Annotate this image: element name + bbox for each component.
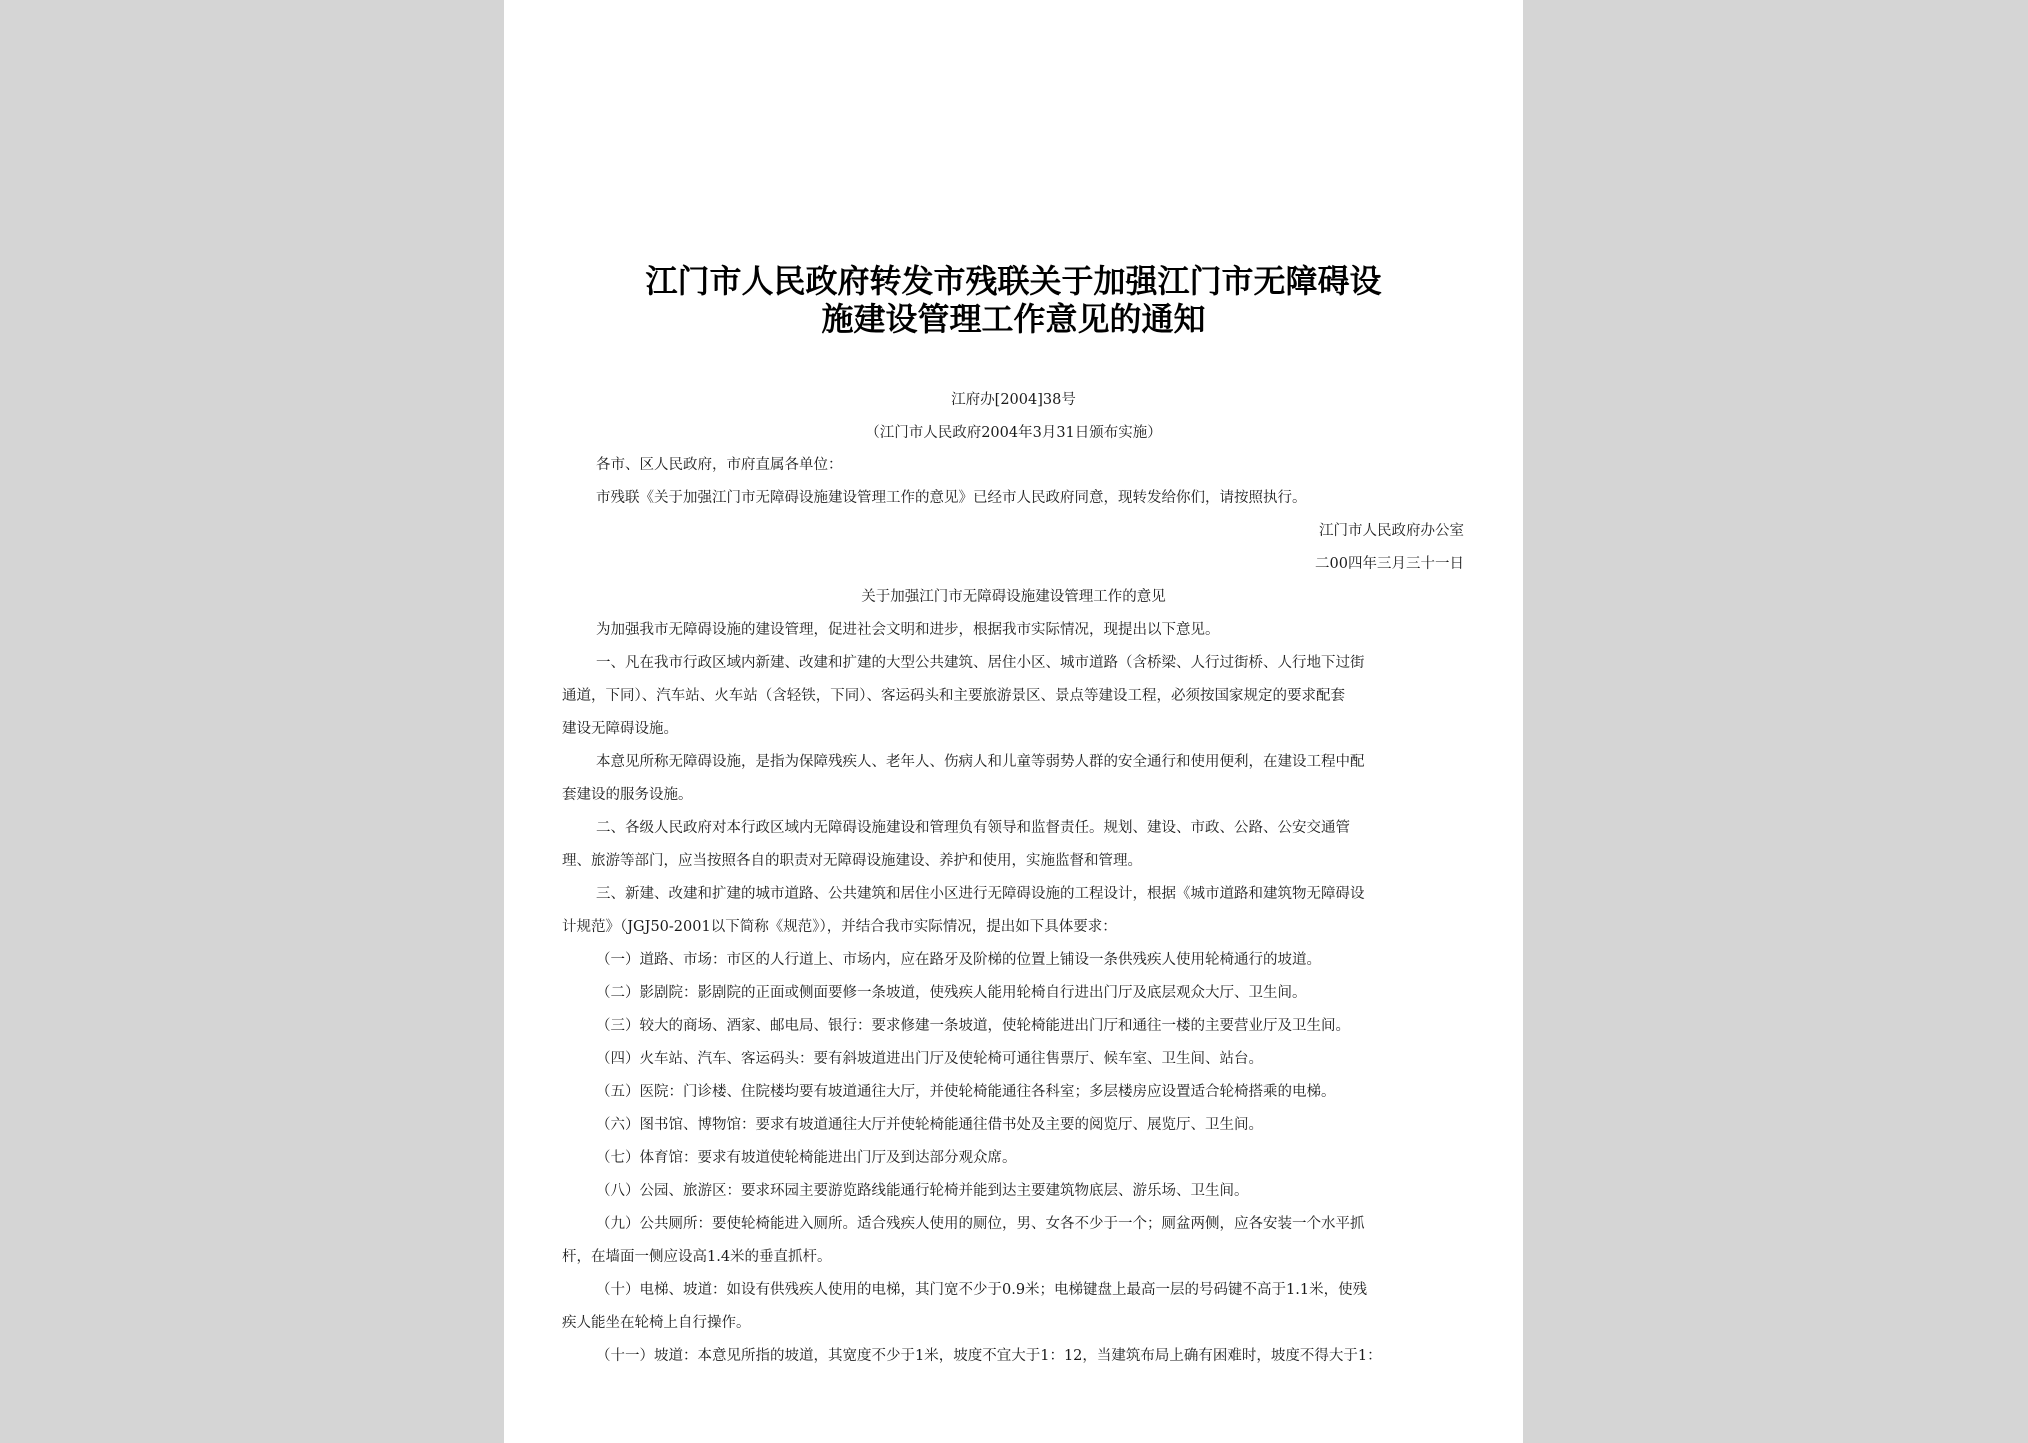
paragraph-line: （二）影剧院：影剧院的正面或侧面要修一条坡道，使残疾人能用轮椅自行进出门厅及底层观众大厅、卫生间。: [596, 985, 1307, 1001]
document-page: [504, 0, 1523, 1443]
paragraph-line: 计规范》（JGJ50-2001以下简称《规范》），并结合我市实际情况，提出如下具体要求：: [562, 919, 1117, 935]
section-title: 关于加强江门市无障碍设施建设管理工作的意见: [861, 589, 1166, 605]
paragraph-line: 理、旅游等部门，应当按照各自的职责对无障碍设施建设、养护和使用，实施监督和管理。: [562, 853, 1142, 869]
paragraph-line: 通道，下同）、汽车站、火车站（含轻铁，下同）、客运码头和主要旅游景区、景点等建设工程，必须按国家规定的要求配套: [562, 688, 1345, 704]
paragraph-line: 三、新建、改建和扩建的城市道路、公共建筑和居住小区进行无障碍设施的工程设计，根据《城市道路和建筑物无障碍设: [596, 886, 1365, 902]
issued-note: （江门市人民政府2004年3月31日颁布实施）: [865, 425, 1162, 441]
paragraph-line: （八）公园、旅游区：要求环园主要游览路线能通行轮椅并能到达主要建筑物底层、游乐场、卫生间。: [596, 1183, 1249, 1199]
paragraph-line: 建设无障碍设施。: [562, 721, 678, 737]
title-line-2: 施建设管理工作意见的通知: [821, 300, 1206, 338]
paragraph-line: 本意见所称无障碍设施，是指为保障残疾人、老年人、伤病人和儿童等弱势人群的安全通行和使用便利，在建设工程中配: [596, 754, 1365, 770]
paragraph-line: 为加强我市无障碍设施的建设管理，促进社会文明和进步，根据我市实际情况，现提出以下意见。: [596, 622, 1220, 638]
document-title: [504, 262, 1523, 338]
paragraph-line: （七）体育馆：要求有坡道使轮椅能进出门厅及到达部分观众席。: [596, 1150, 1017, 1166]
doc-number: 江府办[2004]38号: [951, 392, 1076, 408]
recipients: 各市、区人民政府，市府直属各单位：: [596, 457, 843, 473]
paragraph-line: 杆，在墙面一侧应设高1.4米的垂直抓杆。: [562, 1249, 832, 1265]
paragraph-line: （九）公共厕所：要使轮椅能进入厕所。适合残疾人使用的厕位，男、女各不少于一个；厕盆两侧，应各安装一个水平抓: [596, 1216, 1365, 1232]
paragraph-line: （十）电梯、坡道：如设有供残疾人使用的电梯，其门宽不少于0.9米；电梯键盘上最高一层的号码键不高于1.1米，使残: [596, 1282, 1368, 1298]
paragraph-line: （三）较大的商场、酒家、邮电局、银行：要求修建一条坡道，使轮椅能进出门厅和通往一楼的主要营业厅及卫生间。: [596, 1018, 1350, 1034]
paragraph-line: （一）道路、市场：市区的人行道上、市场内，应在路牙及阶梯的位置上铺设一条供残疾人使用轮椅通行的坡道。: [596, 952, 1321, 968]
forward-text: 市残联《关于加强江门市无障碍设施建设管理工作的意见》已经市人民政府同意，现转发给你们，请按照执行。: [596, 490, 1307, 506]
paragraph-line: （五）医院：门诊楼、住院楼均要有坡道通往大厅，并使轮椅能通往各科室；多层楼房应设置适合轮椅搭乘的电梯。: [596, 1084, 1336, 1100]
title-line-1: 江门市人民政府转发市残联关于加强江门市无障碍设: [645, 262, 1382, 300]
paragraph-line: 一、凡在我市行政区域内新建、改建和扩建的大型公共建筑、居住小区、城市道路（含桥梁、人行过街桥、人行地下过街: [596, 655, 1365, 671]
paragraph-line: （六）图书馆、博物馆：要求有坡道通往大厅并使轮椅能通往借书处及主要的阅览厅、展览厅、卫生间。: [596, 1117, 1263, 1133]
paragraph-line: 疾人能坐在轮椅上自行操作。: [562, 1315, 751, 1331]
issue-date: 二00四年三月三十一日: [1315, 556, 1464, 572]
paragraph-line: （四）火车站、汽车、客运码头：要有斜坡道进出门厅及使轮椅可通往售票厅、候车室、卫生间、站台。: [596, 1051, 1263, 1067]
paragraph-line: 二、各级人民政府对本行政区域内无障碍设施建设和管理负有领导和监督责任。规划、建设、市政、公路、公安交通管: [596, 820, 1350, 836]
paragraph-line: （十一）坡道：本意见所指的坡道，其宽度不少于1米，坡度不宜大于1：12，当建筑布局上确有困难时，坡度不得大于1：: [596, 1348, 1382, 1364]
paragraph-line: 套建设的服务设施。: [562, 787, 693, 803]
issuer: 江门市人民政府办公室: [1319, 523, 1464, 539]
